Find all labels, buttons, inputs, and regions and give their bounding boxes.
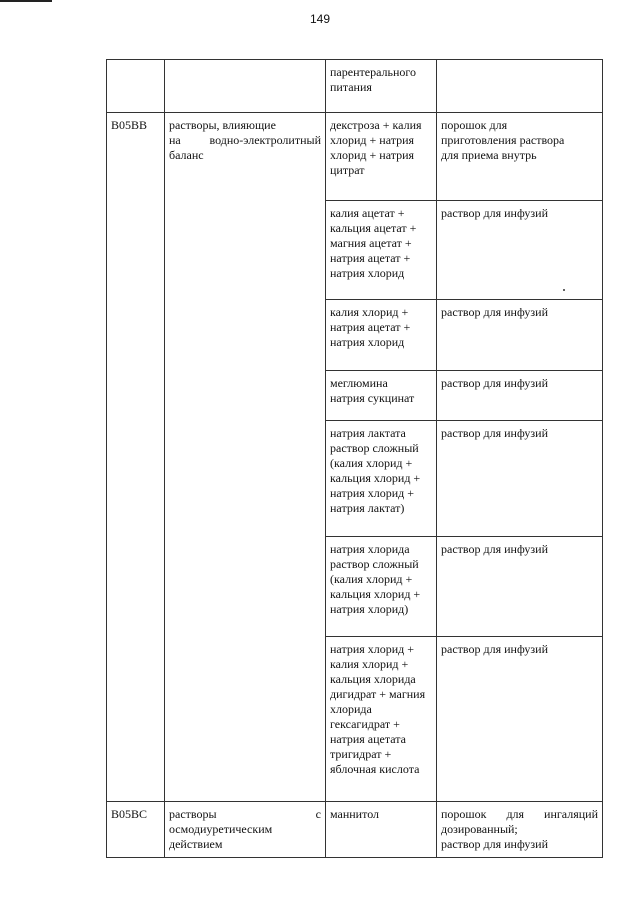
substance-cell: меглюмина натрия сукцинат <box>326 371 437 421</box>
group-cell <box>165 60 326 113</box>
table-row <box>107 802 603 858</box>
dosage-form-cell: раствор для инфузий <box>437 537 603 637</box>
form-line: порошок для ингаляций <box>441 807 598 821</box>
scan-speck <box>563 289 565 291</box>
dosage-form-cell: раствор для инфузий <box>437 300 603 371</box>
substance-cell: парентерального питания <box>326 60 437 113</box>
group-cell <box>165 802 326 858</box>
drug-table <box>106 59 603 858</box>
corner-rule <box>0 0 52 2</box>
substance-cell: натрия хлорида раствор сложный (калия хлорид + кальция хлорид + натрия хлорид) <box>326 537 437 637</box>
group-line: растворы с <box>169 807 321 821</box>
substance-cell: натрия лактата раствор сложный (калия хлорид + кальция хлорид + натрия хлорид + натрия лактат) <box>326 421 437 537</box>
substance-cell: натрия хлорид + калия хлорид + кальция хлорида дигидрат + магния хлорида гексагидрат + натрия ацетата тригидрат + яблочная кислота <box>326 637 437 802</box>
dosage-form-cell: порошок для приготовления раствора для приема внутрь <box>437 113 603 201</box>
page-number: 149 <box>309 12 331 26</box>
form-line: дозированный; <box>441 822 518 836</box>
dosage-form-cell: раствор для инфузий <box>437 371 603 421</box>
substance-cell: маннитол <box>326 802 437 858</box>
group-line: осмодиуретическим <box>169 822 273 836</box>
group-line: растворы, влияющие <box>169 118 276 132</box>
table-row <box>107 60 603 113</box>
group-line: на водно-электролитный <box>169 133 321 147</box>
atc-code-cell: B05BC <box>107 802 165 858</box>
substance-cell: декстроза + калия хлорид + натрия хлорид + натрия цитрат <box>326 113 437 201</box>
dosage-form-cell: раствор для инфузий <box>437 421 603 537</box>
atc-code-cell: B05BB <box>107 113 165 802</box>
group-line: баланс <box>169 148 204 162</box>
substance-cell: калия ацетат + кальция ацетат + магния ацетат + натрия ацетат + натрия хлорид <box>326 201 437 300</box>
dosage-form-cell: раствор для инфузий <box>437 637 603 802</box>
dosage-form-cell: раствор для инфузий <box>437 201 603 300</box>
group-line: действием <box>169 837 223 851</box>
dosage-form-cell <box>437 802 603 858</box>
dosage-form-cell <box>437 60 603 113</box>
form-line: раствор для инфузий <box>441 837 548 851</box>
table-row <box>107 113 603 201</box>
atc-code-cell <box>107 60 165 113</box>
group-cell <box>165 113 326 802</box>
substance-cell: калия хлорид + натрия ацетат + натрия хлорид <box>326 300 437 371</box>
